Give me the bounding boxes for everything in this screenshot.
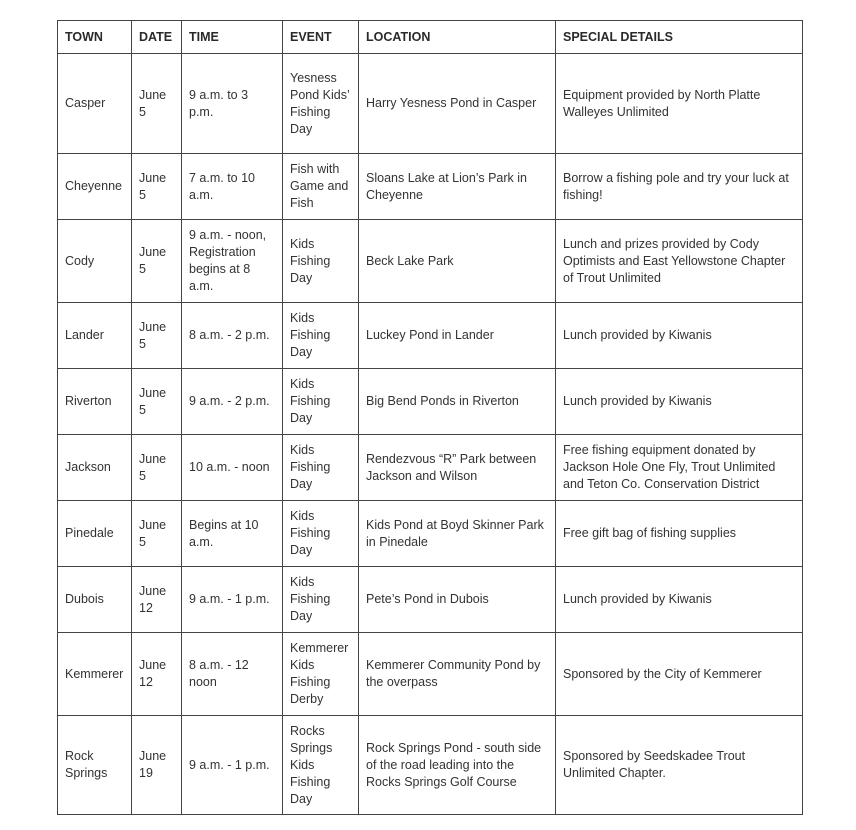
cell-time: 9 a.m. - 1 p.m. xyxy=(182,716,283,815)
header-town: TOWN xyxy=(58,21,132,54)
cell-time: 8 a.m. - 2 p.m. xyxy=(182,303,283,369)
cell-town: Riverton xyxy=(58,369,132,435)
cell-time: 8 a.m. - 12 noon xyxy=(182,633,283,716)
cell-event: Fish with Game and Fish xyxy=(283,154,359,220)
cell-time: 7 a.m. to 10 a.m. xyxy=(182,154,283,220)
cell-date: June 5 xyxy=(132,54,182,154)
cell-location: Beck Lake Park xyxy=(359,220,556,303)
cell-location: Pete’s Pond in Dubois xyxy=(359,567,556,633)
cell-location: Rendezvous “R” Park between Jackson and Wilson xyxy=(359,435,556,501)
table-row xyxy=(58,54,803,154)
cell-location: Harry Yesness Pond in Casper xyxy=(359,54,556,154)
cell-details: Lunch provided by Kiwanis xyxy=(556,369,803,435)
cell-details: Free gift bag of fishing supplies xyxy=(556,501,803,567)
cell-town: Casper xyxy=(58,54,132,154)
cell-town: Cody xyxy=(58,220,132,303)
cell-event: Kids Fishing Day xyxy=(283,303,359,369)
table-row xyxy=(58,369,803,435)
cell-town: Kemmerer xyxy=(58,633,132,716)
header-date: DATE xyxy=(132,21,182,54)
cell-details: Sponsored by the City of Kemmerer xyxy=(556,633,803,716)
cell-date: June 5 xyxy=(132,369,182,435)
cell-details: Equipment provided by North Platte Walleyes Unlimited xyxy=(556,54,803,154)
cell-time: Begins at 10 a.m. xyxy=(182,501,283,567)
cell-event: Yesness Pond Kids’ Fishing Day xyxy=(283,54,359,154)
header-time: TIME xyxy=(182,21,283,54)
table-row xyxy=(58,154,803,220)
cell-location: Big Bend Ponds in Riverton xyxy=(359,369,556,435)
cell-event: Kemmerer Kids Fishing Derby xyxy=(283,633,359,716)
cell-time: 9 a.m. - noon, Registration begins at 8 a.m. xyxy=(182,220,283,303)
cell-time: 10 a.m. - noon xyxy=(182,435,283,501)
cell-time: 9 a.m. - 1 p.m. xyxy=(182,567,283,633)
header-location: LOCATION xyxy=(359,21,556,54)
cell-location: Kemmerer Community Pond by the overpass xyxy=(359,633,556,716)
cell-details: Free fishing equipment donated by Jackson Hole One Fly, Trout Unlimited and Teton Co. Conservation District xyxy=(556,435,803,501)
cell-details: Lunch and prizes provided by Cody Optimists and East Yellowstone Chapter of Trout Unlimited xyxy=(556,220,803,303)
cell-time: 9 a.m. - 2 p.m. xyxy=(182,369,283,435)
cell-town: Rock Springs xyxy=(58,716,132,815)
cell-town: Dubois xyxy=(58,567,132,633)
cell-date: June 12 xyxy=(132,567,182,633)
cell-date: June 5 xyxy=(132,220,182,303)
table-row xyxy=(58,220,803,303)
cell-location: Sloans Lake at Lion’s Park in Cheyenne xyxy=(359,154,556,220)
cell-details: Borrow a fishing pole and try your luck at fishing! xyxy=(556,154,803,220)
cell-date: June 5 xyxy=(132,154,182,220)
cell-details: Sponsored by Seedskadee Trout Unlimited Chapter. xyxy=(556,716,803,815)
cell-town: Pinedale xyxy=(58,501,132,567)
table-row xyxy=(58,501,803,567)
cell-event: Kids Fishing Day xyxy=(283,435,359,501)
table-row xyxy=(58,303,803,369)
cell-date: June 5 xyxy=(132,501,182,567)
cell-town: Jackson xyxy=(58,435,132,501)
cell-date: June 12 xyxy=(132,633,182,716)
events-table xyxy=(57,20,803,815)
cell-event: Kids Fishing Day xyxy=(283,567,359,633)
header-event: EVENT xyxy=(283,21,359,54)
cell-location: Luckey Pond in Lander xyxy=(359,303,556,369)
cell-event: Rocks Springs Kids Fishing Day xyxy=(283,716,359,815)
cell-event: Kids Fishing Day xyxy=(283,220,359,303)
cell-location: Rock Springs Pond - south side of the road leading into the Rocks Springs Golf Course xyxy=(359,716,556,815)
cell-date: June 5 xyxy=(132,303,182,369)
table-row xyxy=(58,633,803,716)
cell-town: Cheyenne xyxy=(58,154,132,220)
cell-event: Kids Fishing Day xyxy=(283,501,359,567)
table-header-row xyxy=(58,21,803,54)
cell-location: Kids Pond at Boyd Skinner Park in Pinedale xyxy=(359,501,556,567)
cell-time: 9 a.m. to 3 p.m. xyxy=(182,54,283,154)
table-row xyxy=(58,716,803,815)
table-row xyxy=(58,435,803,501)
cell-details: Lunch provided by Kiwanis xyxy=(556,303,803,369)
cell-town: Lander xyxy=(58,303,132,369)
cell-date: June 5 xyxy=(132,435,182,501)
header-special-details: SPECIAL DETAILS xyxy=(556,21,803,54)
cell-date: June 19 xyxy=(132,716,182,815)
cell-event: Kids Fishing Day xyxy=(283,369,359,435)
table-row xyxy=(58,567,803,633)
cell-details: Lunch provided by Kiwanis xyxy=(556,567,803,633)
